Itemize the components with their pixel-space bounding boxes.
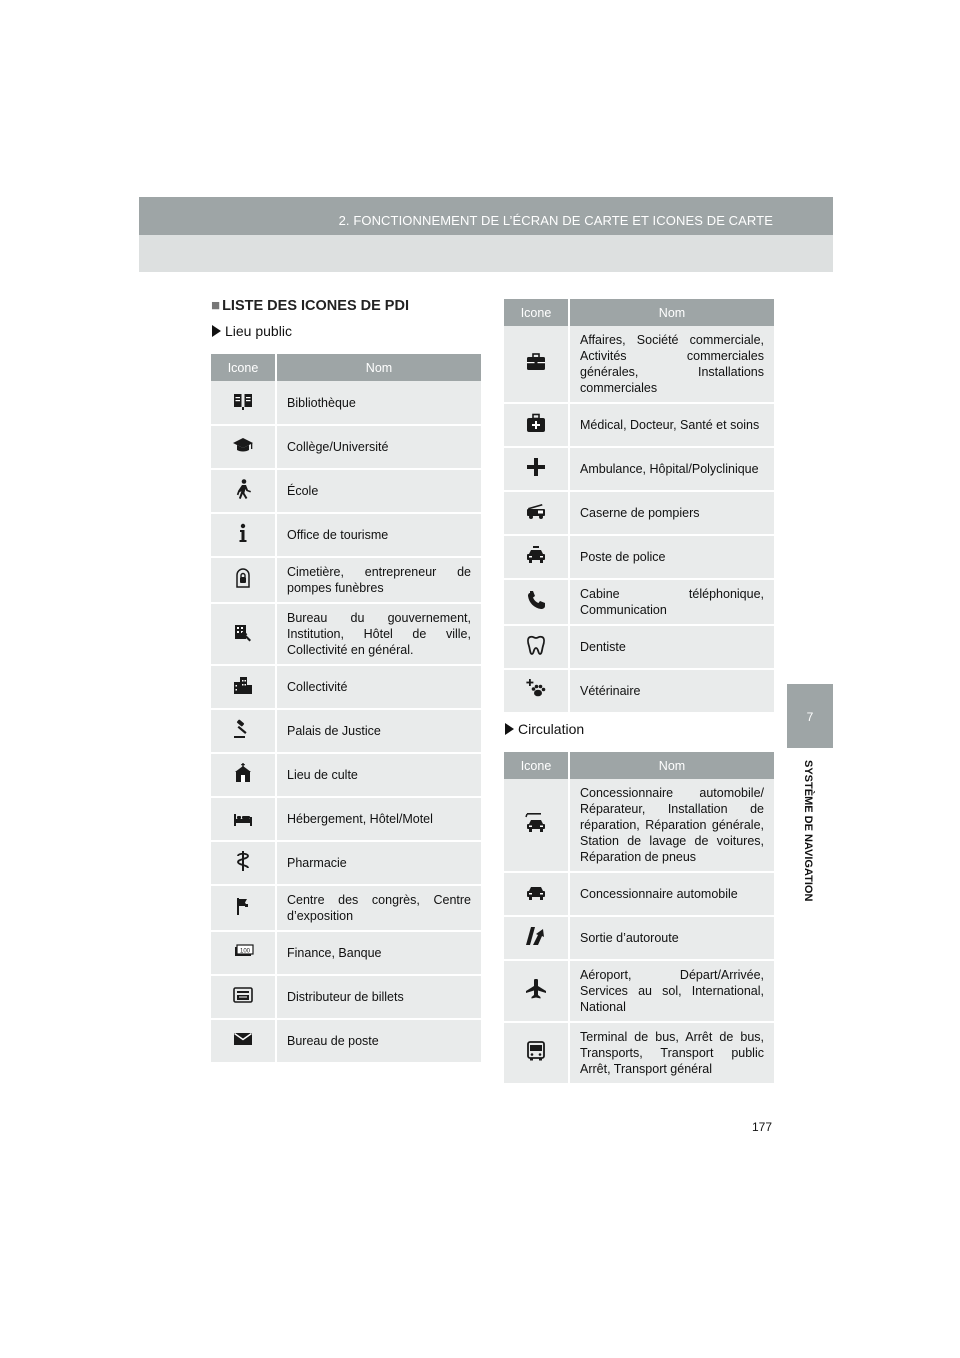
table-row <box>211 797 481 841</box>
icon-cell <box>211 841 276 885</box>
pharmacy-icon <box>231 849 255 873</box>
icon-cell <box>211 975 276 1019</box>
icon-cell <box>504 579 569 625</box>
table-row <box>504 326 774 403</box>
icon-cell <box>211 557 276 603</box>
icon-cell <box>211 381 276 425</box>
exhibition-flag-icon <box>231 894 255 918</box>
chapter-side-label <box>798 760 818 930</box>
chapter-tab <box>787 684 833 748</box>
phone-icon <box>524 588 548 612</box>
subheading-circulation <box>505 721 584 737</box>
icon-cell <box>504 872 569 916</box>
page-number: 177 <box>752 1120 773 1134</box>
poi-name: Dentiste <box>569 625 774 669</box>
envelope-icon <box>231 1027 255 1051</box>
table-row <box>211 709 481 753</box>
column-header-icon: Icone <box>211 354 276 381</box>
poi-table-lieu-public-continued <box>504 299 774 714</box>
section-title-text: LISTE DES ICONES DE PDI <box>222 298 409 314</box>
poi-name: Concessionnaire automobile/ Réparateur, Installation de réparation, Réparation générale, Station de lavage de voitures, Réparation de pneus <box>569 779 774 872</box>
table-row <box>211 841 481 885</box>
poi-table-lieu-public <box>211 354 481 1064</box>
header-subband <box>139 235 833 272</box>
tooth-icon <box>524 633 548 657</box>
info-icon <box>231 521 255 545</box>
poi-name: Collège/Université <box>276 425 481 469</box>
briefcase-icon <box>524 350 548 374</box>
column-header-name: Nom <box>569 299 774 326</box>
bus-icon <box>524 1039 548 1063</box>
poi-name: Lieu de culte <box>276 753 481 797</box>
poi-name: Terminal de bus, Arrêt de bus, Transports, Transport public Arrêt, Transport général <box>569 1022 774 1084</box>
book-icon <box>231 389 255 413</box>
tombstone-icon <box>231 566 255 590</box>
poi-name: Aéroport, Départ/Arrivée, Services au sol, International, National <box>569 960 774 1022</box>
icon-cell <box>211 885 276 931</box>
car-icon <box>524 880 548 904</box>
poi-name: Pharmacie <box>276 841 481 885</box>
poi-name: Cabine téléphonique, Communication <box>569 579 774 625</box>
poi-name: Concessionnaire automobile <box>569 872 774 916</box>
icon-cell <box>504 326 569 403</box>
poi-name: Cimetière, entrepreneur de pompes funèbres <box>276 557 481 603</box>
icon-cell <box>504 1022 569 1084</box>
table-row <box>504 447 774 491</box>
triangle-arrow-icon <box>212 325 221 337</box>
government-building-icon <box>231 620 255 644</box>
table-row <box>504 535 774 579</box>
icon-cell <box>504 916 569 960</box>
square-bullet-icon: ■ <box>211 297 221 314</box>
icon-cell <box>504 403 569 447</box>
icon-cell <box>211 753 276 797</box>
icon-cell <box>211 603 276 665</box>
poi-name: Office de tourisme <box>276 513 481 557</box>
icon-cell <box>211 1019 276 1063</box>
banknote-icon <box>231 939 255 963</box>
icon-cell <box>211 425 276 469</box>
icon-cell <box>211 469 276 513</box>
poi-name: Médical, Docteur, Santé et soins <box>569 403 774 447</box>
icon-cell <box>211 709 276 753</box>
fire-truck-icon <box>524 499 548 523</box>
icon-cell <box>504 779 569 872</box>
poi-table-circulation <box>504 752 774 1085</box>
chapter-number: 7 <box>806 710 814 724</box>
column-header-icon: Icone <box>504 752 569 779</box>
poi-name: Vétérinaire <box>569 669 774 713</box>
gavel-icon <box>231 717 255 741</box>
table-row <box>211 753 481 797</box>
table-row <box>504 916 774 960</box>
triangle-arrow-icon <box>505 723 514 735</box>
column-header-name: Nom <box>276 354 481 381</box>
police-car-icon <box>524 543 548 567</box>
airplane-icon <box>524 977 548 1001</box>
icon-cell <box>211 665 276 709</box>
header-band <box>139 197 833 235</box>
section-title <box>211 297 409 314</box>
table-row <box>211 425 481 469</box>
table-row <box>504 625 774 669</box>
table-row <box>211 975 481 1019</box>
atm-icon <box>231 983 255 1007</box>
table-row <box>211 513 481 557</box>
column-header-name: Nom <box>569 752 774 779</box>
highway-exit-icon <box>524 924 548 948</box>
worship-icon <box>231 761 255 785</box>
icon-cell <box>504 447 569 491</box>
poi-name: École <box>276 469 481 513</box>
poi-name: Ambulance, Hôpital/Polyclinique <box>569 447 774 491</box>
poi-name: Affaires, Société commerciale, Activités commerciales générales, Installations commerciales <box>569 326 774 403</box>
poi-name: Bureau de poste <box>276 1019 481 1063</box>
cross-icon <box>524 455 548 479</box>
chapter-side-label-text: SYSTÈME DE NAVIGATION <box>802 760 814 902</box>
table-row <box>211 931 481 975</box>
graduation-cap-icon <box>231 433 255 457</box>
table-row <box>504 779 774 872</box>
table-row <box>211 1019 481 1063</box>
chapter-title: 2. FONCTIONNEMENT DE L’ÉCRAN DE CARTE ET ICONES DE CARTE <box>338 213 773 228</box>
bed-icon <box>231 805 255 829</box>
car-service-icon <box>524 811 548 835</box>
icon-cell <box>504 625 569 669</box>
table-row <box>504 872 774 916</box>
icon-cell <box>504 960 569 1022</box>
medical-bag-icon <box>524 411 548 435</box>
table-row <box>211 665 481 709</box>
poi-name: Collectivité <box>276 665 481 709</box>
icon-cell <box>211 797 276 841</box>
table-row <box>504 1022 774 1084</box>
column-header-icon: Icone <box>504 299 569 326</box>
table-row <box>211 603 481 665</box>
table-row <box>504 403 774 447</box>
poi-name: Caserne de pompiers <box>569 491 774 535</box>
table-row <box>504 669 774 713</box>
icon-cell <box>504 491 569 535</box>
table-row <box>504 579 774 625</box>
table-row <box>211 469 481 513</box>
poi-name: Bureau du gouvernement, Institution, Hôtel de ville, Collectivité en général. <box>276 603 481 665</box>
buildings-icon <box>231 673 255 697</box>
table-row <box>504 960 774 1022</box>
poi-name: Palais de Justice <box>276 709 481 753</box>
poi-name: Bibliothèque <box>276 381 481 425</box>
icon-cell <box>211 931 276 975</box>
poi-name: Finance, Banque <box>276 931 481 975</box>
icon-cell <box>211 513 276 557</box>
subheading-lieu-public-text: Lieu public <box>225 323 292 339</box>
icon-cell <box>504 535 569 579</box>
table-row <box>211 381 481 425</box>
poi-name: Hébergement, Hôtel/Motel <box>276 797 481 841</box>
poi-name: Poste de police <box>569 535 774 579</box>
table-row <box>504 491 774 535</box>
subheading-lieu-public <box>212 323 292 339</box>
subheading-circulation-text: Circulation <box>518 721 585 737</box>
table-row <box>211 557 481 603</box>
poi-name: Distributeur de billets <box>276 975 481 1019</box>
svg-text:100: 100 <box>239 948 251 955</box>
walking-child-icon <box>231 477 255 501</box>
poi-name: Centre des congrès, Centre d’exposition <box>276 885 481 931</box>
paw-icon <box>524 677 548 701</box>
table-row <box>211 885 481 931</box>
poi-name: Sortie d’autoroute <box>569 916 774 960</box>
icon-cell <box>504 669 569 713</box>
